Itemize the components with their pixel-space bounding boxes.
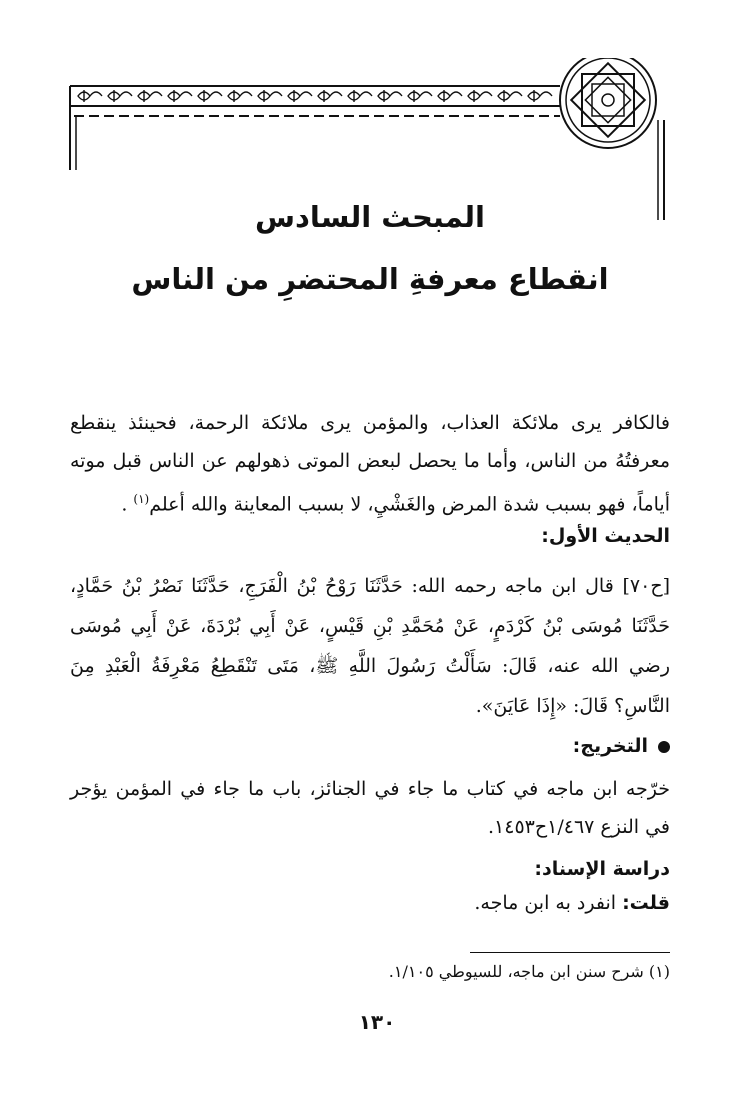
takhrij-heading-row	[573, 735, 670, 757]
intro-paragraph	[70, 404, 670, 523]
floral-motif-row	[78, 90, 552, 102]
section-title: انقطاع معرفةِ المحتضرِ من الناس	[131, 262, 609, 296]
page-number: ١٣٠	[358, 1010, 396, 1034]
intro-end: .	[121, 493, 128, 516]
geometric-medallion	[560, 58, 656, 148]
bullet-icon	[658, 741, 670, 753]
takhrij-heading: التخريج:	[572, 735, 648, 757]
qult-label: قلت:	[622, 892, 670, 914]
hadith-text: [ح٧٠] قال ابن ماجه رحمه الله: حَدَّثَنَا رَوْحُ بْنُ الْفَرَجِ، حَدَّثَنَا نَصْرُ بْنُ حَمَّادٍ، حَدَّثَنَا مُوسَى بْنُ كَرْدَمٍ، عَنْ مُحَمَّدِ بْنِ قَيْسٍ، عَنْ أَبِي بُرْدَةَ، عَنْ أَبِي مُوسَى رضي الله عنه، قَالَ: سَأَلْتُ رَسُولَ اللَّهِ ﷺ، مَتَى تَنْقَطِعُ مَعْرِفَةُ الْعَبْدِ مِنَ النَّاسِ؟ قَالَ: «إِذَا عَايَنَ».	[70, 575, 670, 717]
hadith-heading: الحديث الأول:	[541, 525, 670, 547]
isnad-heading: دراسة الإسناد:	[534, 858, 670, 880]
intro-text: فالكافر يرى ملائكة العذاب، والمؤمن يرى ملائكة الرحمة، فحينئذ ينقطع معرفتُهُ من الناس، وأما ما يحصل لبعض الموتى ذهولهم عن الناس قبل موته أياماً، فهو بسبب شدة المرض والغَشْيِ، لا بسبب المعاينة والله أعلم	[70, 412, 670, 516]
qult-line	[474, 892, 670, 914]
footnote-text: (١) شرح سنن ابن ماجه، للسيوطي ١/١٠٥.	[388, 962, 670, 981]
qult-text: انفرد به ابن ماجه.	[474, 892, 617, 914]
chapter-heading: المبحث السادس	[255, 200, 485, 234]
footnote-reference[interactable]: (١)	[133, 492, 150, 506]
footnote-divider	[470, 952, 670, 953]
takhrij-text: خرّجه ابن ماجه في كتاب ما جاء في الجنائز، باب ما جاء في المؤمن يؤجر في النزع ١/٤٦٧ح١٤٥٣.	[70, 778, 670, 838]
